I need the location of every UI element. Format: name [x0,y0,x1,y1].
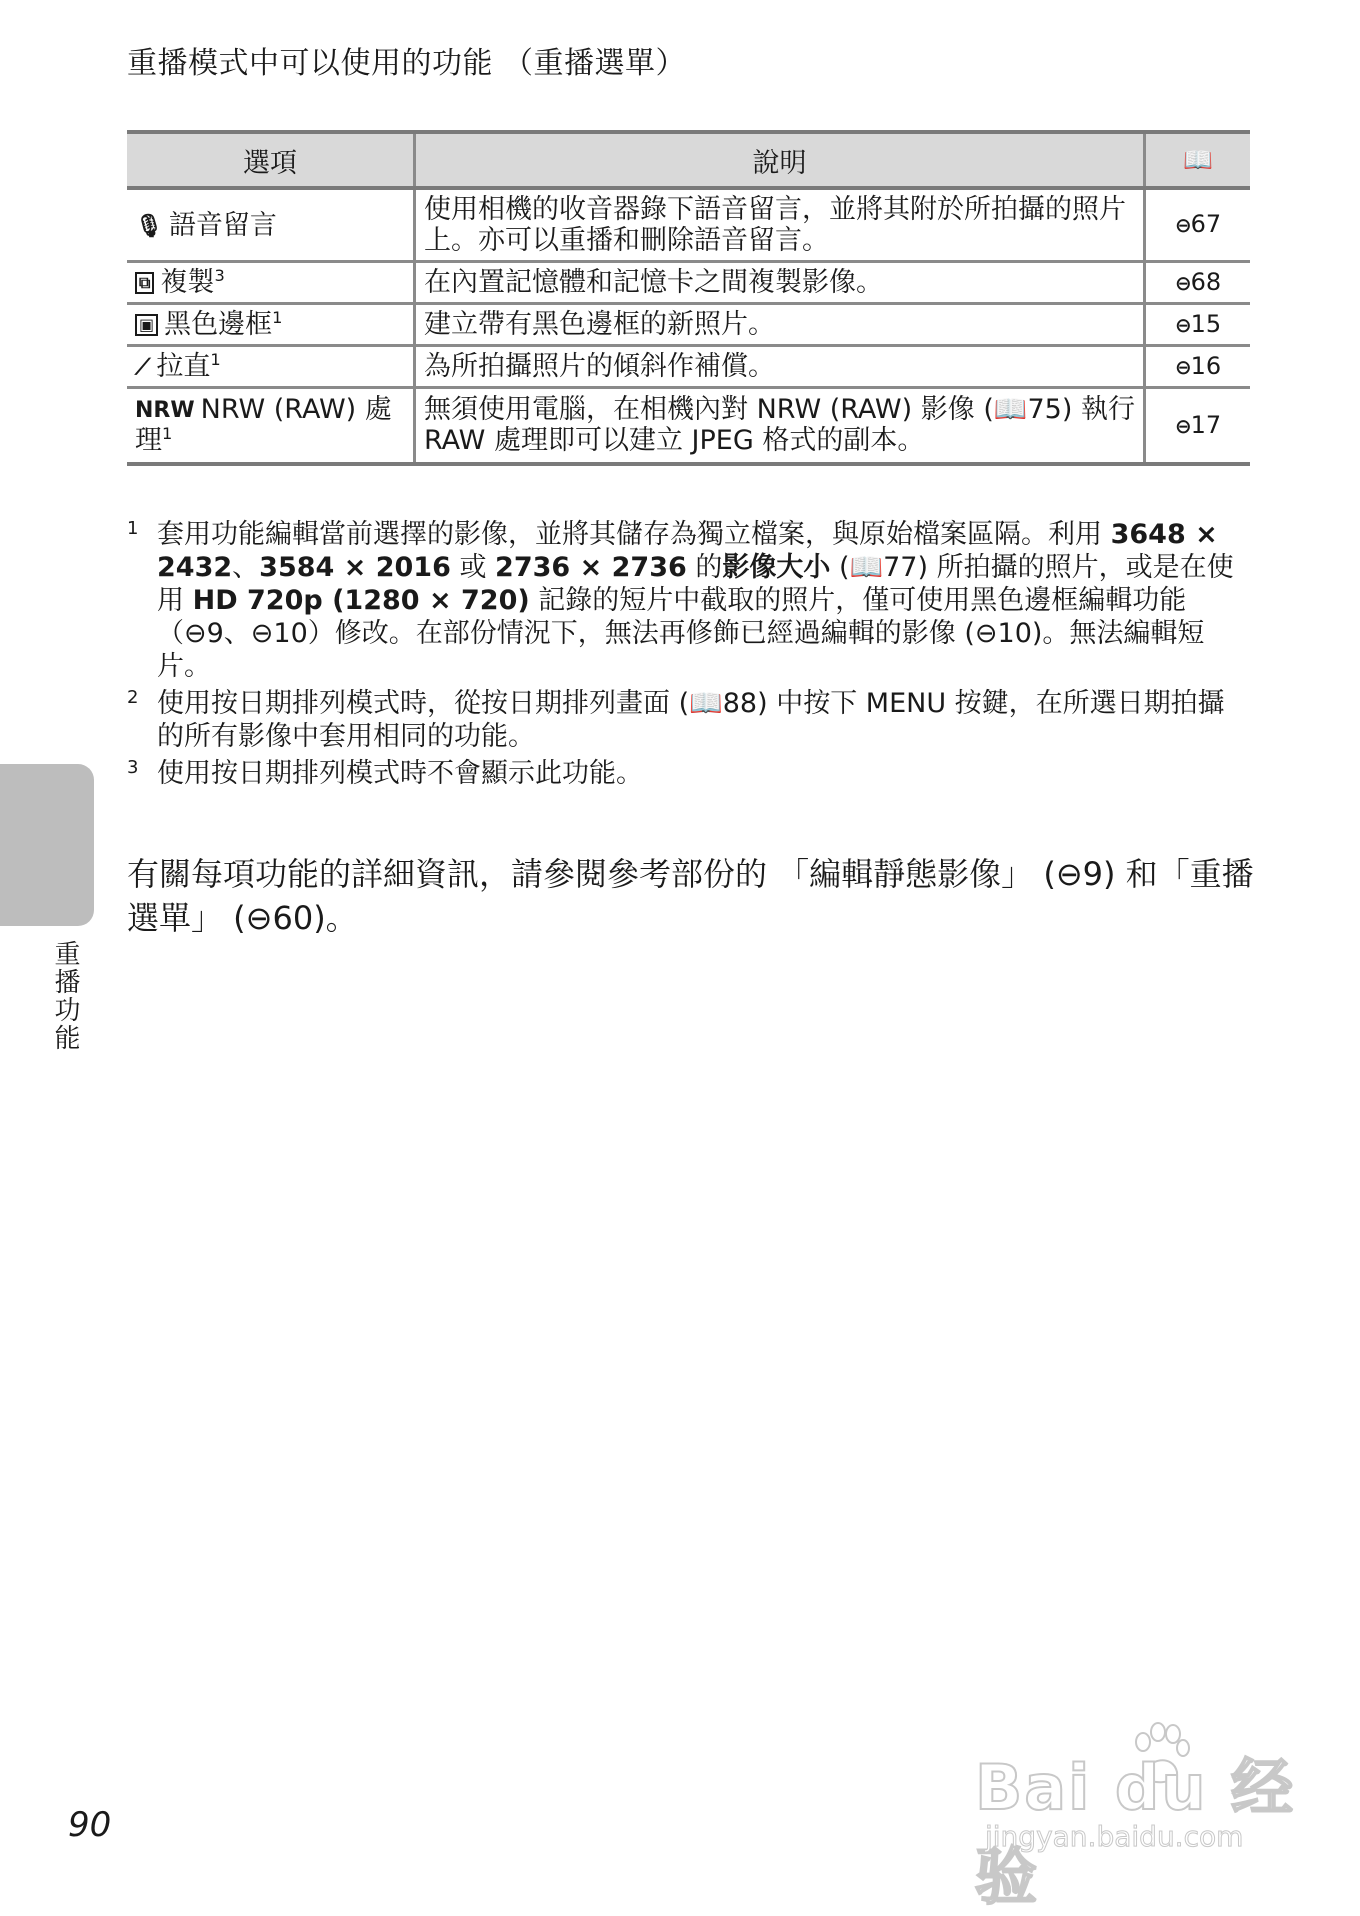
table-header-row [127,132,1250,188]
option-cell [127,262,415,304]
footnote-number: 2 [127,687,139,708]
footnote-2: 2 使用按日期排列模式時，從按日期排列畫面 (📖88) 中按下 MENU 按鍵，在所選日期拍攝的所有影像中套用相同的功能。 [127,687,1250,753]
reference-page: 67 [1190,210,1222,239]
reference-cell [1145,388,1251,464]
table-row [127,346,1250,388]
footnote-number: 3 [127,757,139,778]
straighten-icon: ⟋ [135,355,151,381]
footnote-ref: 1 [210,350,221,370]
header-option: 選項 [127,132,415,188]
nrw-icon: NRW [135,398,195,424]
option-cell [127,188,415,262]
description-cell: 建立帶有黑色邊框的新照片。 [415,304,1145,346]
table-row [127,388,1250,464]
page-heading: 重播模式中可以使用的功能 （重播選單） [127,46,687,81]
footnote-ref: 1 [272,308,283,328]
reference-page: 17 [1190,410,1222,439]
option-label: 語音留言 [168,209,277,241]
copy-icon: ⧉ [135,272,154,294]
description-cell: 使用相機的收音器錄下語音留言，並將其附於所拍攝的照片上。亦可以重播和刪除語音留言。 [415,188,1145,262]
reference-cell [1145,304,1251,346]
footnote-number: 1 [127,518,139,539]
option-label: NRW (RAW) 處理 [135,394,392,457]
description-cell: 為所拍攝照片的傾斜作補償。 [415,346,1145,388]
chapter-tab-label: 重播功能 [50,940,80,1052]
option-label: 拉直 [156,351,211,383]
reference-icon: ⊖ [1174,354,1189,379]
reference-cell [1145,262,1251,304]
table-row [127,304,1250,346]
reference-page: 15 [1190,309,1222,338]
baidu-watermark [975,1720,1305,1913]
functions-table [127,130,1250,466]
page-number: 90 [68,1805,112,1845]
option-cell [127,304,415,346]
footnote-1: 1 套用功能編輯當前選擇的影像，並將其儲存為獨立檔案，與原始檔案區隔。利用 3648 × 2432、3584 × 2016 或 2736 × 2736 的影像大小 (📖77) 所拍攝的照片，或是在使用 HD 720p (1280 × 720) 記錄的短片中截取的照片，僅可使用黑色邊框編輯功能 （⊖9、⊖10）修改。在部份情況下，無法再修飾已經過編輯的影像 (⊖10)。無法編輯短片。 [127,518,1250,683]
reference-cell [1145,346,1251,388]
footnote-ref: 1 [162,424,173,444]
table-row [127,188,1250,262]
reference-icon: ⊖ [1174,270,1189,295]
watermark-url: jingyan.baidu.com [985,1820,1244,1853]
description-cell: 在內置記憶體和記憶卡之間複製影像。 [415,262,1145,304]
reference-icon: ⊖ [1174,413,1189,438]
reference-cell [1145,188,1251,262]
header-reference: 📖 [1145,132,1251,188]
reference-page: 68 [1190,267,1222,296]
reference-icon: ⊖ [1174,213,1189,238]
header-description: 說明 [415,132,1145,188]
footnotes [127,518,1250,794]
option-cell [127,346,415,388]
microphone-icon: 🎙 [135,213,163,239]
option-label: 黑色邊框 [164,309,273,341]
footnote-3: 3 使用按日期排列模式時不會顯示此功能。 [127,757,1250,790]
chapter-tab [0,764,94,926]
description-cell: 無須使用電腦，在相機內對 NRW (RAW) 影像 (📖75) 執行 RAW 處理即可以建立 JPEG 格式的副本。 [415,388,1145,464]
watermark-main-text: Bai du 经验 [975,1751,1296,1913]
option-cell [127,388,415,464]
option-label: 複製 [160,267,215,299]
reference-page: 16 [1190,351,1222,380]
reference-icon: ⊖ [1174,312,1189,337]
black-border-icon: ▣ [135,314,158,336]
footnote-ref: 3 [214,266,225,286]
reference-paragraph: 有關每項功能的詳細資訊，請參閱參考部份的 「編輯靜態影像」 (⊖9) 和「重播選單」 (⊖60)。 [127,855,1254,937]
table-row [127,262,1250,304]
